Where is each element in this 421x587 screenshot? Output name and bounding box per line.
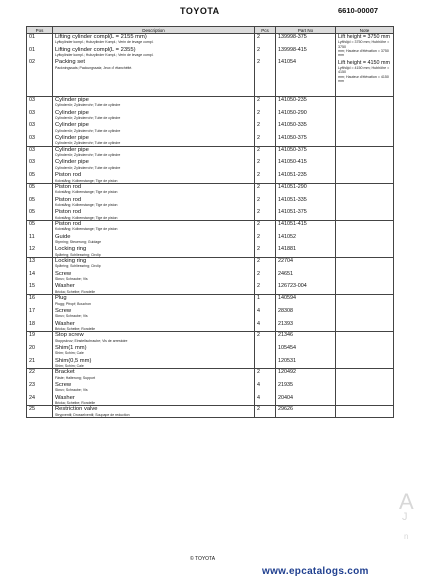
cell-pos (27, 183, 53, 220)
part-translation: Cylinderrör; Zylinderrohr; Tube de cylindre (55, 103, 121, 108)
spacer (338, 92, 391, 96)
spacer (278, 290, 333, 294)
position-number: 03 (29, 122, 35, 129)
part-translation: Bricka; Scheibe; Rondelle (55, 289, 96, 294)
part-description: Cylinder pipe (55, 122, 89, 129)
cell-pno (276, 332, 336, 369)
cell-qty (255, 332, 276, 369)
part-description: Cylinder pipe (55, 96, 89, 103)
part-translation: Spårring; Schliessring; Circlip (55, 252, 101, 257)
part-description: Cylinder pipe (55, 146, 89, 153)
part-number: 21393 (278, 320, 293, 327)
part-translation: Skruv; Schraube; Vis (55, 388, 88, 393)
part-number: 141050-290 (278, 109, 307, 116)
position-number: 13 (29, 258, 35, 265)
spacer (278, 216, 333, 220)
part-description: Screw (55, 382, 72, 389)
part-description: Stop screw (55, 332, 84, 339)
spacer (29, 327, 50, 331)
column-header: Pos (27, 27, 53, 34)
position-number: 03 (29, 135, 35, 141)
spacer (257, 413, 273, 417)
part-number: 141881 (278, 246, 296, 253)
part-translation: Cylinderrör; Zylinderrohr; Tube de cylindre (55, 128, 121, 133)
part-translation: Strypventil; Drosselventil; Soupape de reduction (55, 412, 130, 417)
part-number: 120531 (278, 357, 296, 364)
cell-desc (53, 295, 255, 332)
part-description: Screw (55, 307, 72, 314)
piece-count: 2 (257, 159, 260, 166)
part-description: Piston rod (55, 183, 82, 190)
cell-note (336, 34, 394, 97)
part-description: Restriction valve (55, 406, 98, 413)
position-number: 03 (29, 146, 35, 153)
part-translation: Kolvstång; Kolbenstange; Tige de piston (55, 178, 118, 183)
piece-count: 2 (257, 406, 260, 413)
watermark-url: www.epcatalogs.com (262, 566, 369, 577)
part-translation: Kolvstång; Kolbenstange; Tige de piston (55, 227, 118, 232)
position-number: 01 (29, 46, 35, 53)
part-number: 141050-415 (278, 159, 307, 166)
piece-count: 2 (257, 258, 260, 265)
part-translation: Kolvstång; Kolbenstange; Tige de piston (55, 215, 118, 220)
column-header: Description (53, 27, 255, 34)
part-description: Shim(0,5 mm) (55, 357, 92, 364)
piece-count: 2 (257, 196, 260, 203)
part-number: 141052 (278, 233, 296, 240)
part-description: Guide (55, 233, 71, 240)
position-number: 22 (29, 369, 35, 376)
cell-desc (53, 34, 255, 97)
piece-count: 2 (257, 146, 260, 153)
part-description: Washer (55, 320, 75, 327)
catalog-code: 6610-00007 (338, 6, 379, 15)
part-number: 139998-375 (278, 34, 307, 40)
brand-title: TOYOTA (180, 6, 220, 16)
part-description: Cylinder pipe (55, 159, 89, 166)
cell-pos (27, 332, 53, 369)
part-number: 141051-415 (278, 220, 307, 227)
cell-qty (255, 295, 276, 332)
position-number: 05 (29, 183, 35, 190)
part-number: 141050-235 (278, 96, 307, 103)
piece-count: 2 (257, 369, 260, 376)
part-number: 139998-415 (278, 46, 307, 53)
position-number: 05 (29, 172, 35, 179)
column-header: Part No (276, 27, 336, 34)
cell-desc (53, 406, 255, 418)
cell-note (336, 258, 394, 295)
cell-qty (255, 406, 276, 418)
spacer (338, 413, 391, 417)
part-description: Piston rod (55, 172, 82, 179)
spacer (338, 290, 391, 294)
part-note-translation: mm; Hauteur d'élévation = 4150 mm (338, 74, 389, 83)
footer-copyright: © TOYOTA (190, 556, 216, 562)
part-translation: Fäste; Halterung; Support (55, 375, 96, 380)
cell-pno (276, 369, 336, 406)
piece-count: 2 (257, 183, 260, 190)
spacer (257, 290, 273, 294)
table-row-group (27, 295, 394, 332)
part-number: 141051-235 (278, 172, 307, 179)
part-translation: Bricka; Scheibe; Rondelle (55, 326, 96, 331)
cell-note (336, 295, 394, 332)
part-description: Bracket (55, 369, 75, 376)
part-translation: Styrning; Steuerung; Guidage (55, 240, 102, 245)
part-translation: Shim; Schim; Cale (55, 364, 84, 369)
part-translation: Plugg; Pfropf; Bouchon (55, 301, 91, 306)
part-translation: Cylinderrör; Zylinderrohr; Tube de cylindre (55, 153, 121, 158)
position-number: 05 (29, 196, 35, 203)
position-number: 25 (29, 406, 35, 413)
part-note-translation: mm; Hauteur d'élévation = 3750 mm (338, 49, 389, 58)
spacer (278, 253, 333, 257)
position-number: 23 (29, 382, 35, 389)
spacer (338, 327, 391, 331)
spacer (257, 179, 273, 183)
spacer (338, 141, 391, 145)
piece-count: 2 (257, 246, 260, 253)
position-number: 16 (29, 295, 35, 302)
spacer (278, 401, 333, 405)
cell-qty (255, 96, 276, 146)
part-description: Screw (55, 270, 72, 277)
piece-count: 2 (257, 96, 260, 103)
piece-count: 1 (257, 295, 260, 302)
cell-note (336, 220, 394, 257)
cell-note (336, 146, 394, 183)
position-number: 05 (29, 209, 35, 216)
cell-pno (276, 220, 336, 257)
table-row-group (27, 258, 394, 295)
spacer (338, 364, 391, 368)
cell-pno (276, 34, 336, 97)
part-number: 141050-375 (278, 146, 307, 153)
cell-desc (53, 369, 255, 406)
cell-desc (53, 146, 255, 183)
part-description: Packing set (55, 59, 85, 66)
cell-desc (53, 183, 255, 220)
edge-text-fragment: A (399, 489, 414, 514)
position-number: 18 (29, 320, 35, 327)
part-number: 28308 (278, 307, 293, 314)
part-translation: Kolvstång; Kolbenstange; Tige de piston (55, 202, 118, 207)
piece-count: 2 (257, 135, 260, 141)
spacer (29, 179, 50, 183)
cell-qty (255, 146, 276, 183)
part-number: 126723-004 (278, 283, 307, 290)
spacer (29, 364, 50, 368)
part-number: 21935 (278, 382, 293, 389)
cell-pno (276, 258, 336, 295)
cell-note (336, 332, 394, 369)
part-translation: Kolvstång; Kolbenstange; Tige de piston (55, 190, 118, 195)
part-number: 29626 (278, 406, 293, 413)
part-number: 141051-290 (278, 183, 307, 190)
cell-pno (276, 96, 336, 146)
position-number: 01 (29, 34, 35, 40)
part-translation: Spårring; Schliessring; Circlip (55, 264, 101, 269)
spacer (278, 141, 333, 145)
spacer (257, 66, 273, 70)
part-number: 141051-335 (278, 196, 307, 203)
table-row-group (27, 332, 394, 369)
cell-pos (27, 369, 53, 406)
cell-qty (255, 258, 276, 295)
spacer (29, 413, 50, 417)
cell-qty (255, 34, 276, 97)
part-number: 141050-375 (278, 135, 307, 141)
part-number: 141051-375 (278, 209, 307, 216)
part-description: Piston rod (55, 209, 82, 216)
edge-text-fragment: J (402, 511, 408, 523)
position-number: 14 (29, 270, 35, 277)
part-number: 20404 (278, 394, 293, 401)
part-description: Plug (55, 295, 67, 302)
part-translation: Skruv; Schraube; Vis (55, 277, 88, 282)
part-note-translation: Lyfthöjd = 3750 mm; Hubhöhe = 3750 (338, 40, 390, 49)
position-number: 20 (29, 344, 35, 351)
cell-note (336, 96, 394, 146)
cell-pos (27, 220, 53, 257)
table-row-group (27, 220, 394, 257)
spacer (338, 179, 391, 183)
position-number: 15 (29, 283, 35, 290)
cell-qty (255, 220, 276, 257)
spacer (257, 401, 273, 405)
part-description: Washer (55, 394, 75, 401)
piece-count: 2 (257, 46, 260, 53)
cell-qty (255, 369, 276, 406)
part-description: Lifting cylinder compl(L = 2355) (55, 46, 136, 53)
column-header: Pcs (255, 27, 276, 34)
position-number: 17 (29, 307, 35, 314)
part-note-translation: Lyfthöjd = 4150 mm; Hubhöhe = 4150 (338, 66, 390, 75)
part-number: 140594 (278, 295, 296, 302)
piece-count: 2 (257, 332, 260, 339)
spacer (338, 401, 391, 405)
part-description: Lifting cylinder compl(L = 2155 mm) (55, 34, 147, 40)
part-translation: Cylinderrör; Zylinderrohr; Tube de cylindre (55, 165, 121, 170)
part-description: Cylinder pipe (55, 135, 89, 141)
position-number: 03 (29, 96, 35, 103)
position-number: 05 (29, 220, 35, 227)
spacer (257, 253, 273, 257)
part-description: Piston rod (55, 220, 82, 227)
part-number: 141050-335 (278, 122, 307, 129)
part-translation: Cylinderrör; Zylinderrohr; Tube de cylindre (55, 141, 121, 146)
part-number: 141054 (278, 59, 296, 66)
table-row-group (27, 183, 394, 220)
parts-table (26, 26, 394, 418)
table-row-group (27, 369, 394, 406)
spacer (257, 216, 273, 220)
position-number: 21 (29, 357, 35, 364)
part-description: Locking ring (55, 258, 87, 265)
piece-count: 2 (257, 109, 260, 116)
cell-desc (53, 96, 255, 146)
part-description: Shim(1 mm) (55, 344, 87, 351)
piece-count: 2 (257, 34, 260, 40)
piece-count: 4 (257, 394, 260, 401)
cell-pos (27, 146, 53, 183)
position-number: 12 (29, 246, 35, 253)
piece-count: 4 (257, 307, 260, 314)
spacer (278, 66, 333, 70)
table-row-group (27, 34, 394, 97)
part-note: Lift height = 4150 mm (338, 59, 390, 66)
cell-pno (276, 406, 336, 418)
spacer (29, 141, 50, 145)
part-description: Cylinder pipe (55, 109, 89, 116)
cell-pos (27, 34, 53, 97)
piece-count: 2 (257, 233, 260, 240)
part-translation: Cylinderrör; Zylinderrohr; Tube de cylindre (55, 116, 121, 120)
spacer (278, 364, 333, 368)
position-number: 11 (29, 233, 35, 240)
piece-count: 2 (257, 172, 260, 179)
table-header-row (27, 27, 394, 34)
part-note: Lift height = 3750 mm (338, 34, 390, 40)
spacer (29, 290, 50, 294)
part-translation: Bricka; Scheibe; Rondelle (55, 401, 96, 406)
part-description: Locking ring (55, 246, 87, 253)
part-translation: Skruv; Schraube; Vis (55, 314, 88, 319)
spacer (257, 351, 273, 355)
part-number: 24651 (278, 270, 293, 277)
cell-pno (276, 183, 336, 220)
cell-pos (27, 96, 53, 146)
cell-pos (27, 258, 53, 295)
position-number: 24 (29, 394, 35, 401)
part-translation: Lyftcylinder kompl.; Hubzylinder Kompl.; Verin de levage compl. (55, 40, 154, 45)
part-number: 105454 (278, 344, 296, 351)
cell-desc (53, 332, 255, 369)
part-translation: Shim; Schim; Cale (55, 351, 84, 356)
piece-count: 2 (257, 283, 260, 290)
cell-desc (53, 258, 255, 295)
cell-note (336, 369, 394, 406)
cell-pno (276, 146, 336, 183)
piece-count: 2 (257, 220, 260, 227)
spacer (29, 253, 50, 257)
cell-pos (27, 295, 53, 332)
piece-count: 2 (257, 270, 260, 277)
column-header: Note (336, 27, 394, 34)
spacer (29, 401, 50, 405)
part-description: Washer (55, 283, 75, 290)
position-number: 03 (29, 109, 35, 116)
part-number: 120492 (278, 369, 296, 376)
spacer (257, 141, 273, 145)
spacer (278, 413, 333, 417)
cell-qty (255, 183, 276, 220)
table-row-group (27, 96, 394, 146)
part-translation: Packningssats; Packungssatz; Jeux d' étanchéité. (55, 65, 133, 70)
position-number: 03 (29, 159, 35, 166)
part-number: 21346 (278, 332, 293, 339)
spacer (29, 66, 50, 70)
part-translation: Lyftcylinder kompl.; Hubzylinder Kompl.; Verin de levage compl. (55, 53, 154, 58)
piece-count: 4 (257, 320, 260, 327)
position-number: 02 (29, 59, 35, 66)
table-row-group (27, 406, 394, 418)
part-translation: Stoppskruv; Einstellschraube; Vis de arrestoire (55, 338, 128, 343)
piece-count: 2 (257, 209, 260, 216)
edge-text-fragment: n (404, 532, 409, 541)
cell-desc (53, 220, 255, 257)
part-description: Piston rod (55, 196, 82, 203)
spacer (257, 327, 273, 331)
spacer (278, 179, 333, 183)
spacer (29, 216, 50, 220)
spacer (338, 216, 391, 220)
cell-note (336, 183, 394, 220)
part-number: 22704 (278, 258, 293, 265)
position-number: 19 (29, 332, 35, 339)
spacer (338, 253, 391, 257)
cell-pno (276, 295, 336, 332)
piece-count: 2 (257, 59, 260, 66)
piece-count: 4 (257, 382, 260, 389)
table-row-group (27, 146, 394, 183)
spacer (278, 327, 333, 331)
piece-count: 2 (257, 122, 260, 129)
cell-note (336, 406, 394, 418)
cell-pos (27, 406, 53, 418)
